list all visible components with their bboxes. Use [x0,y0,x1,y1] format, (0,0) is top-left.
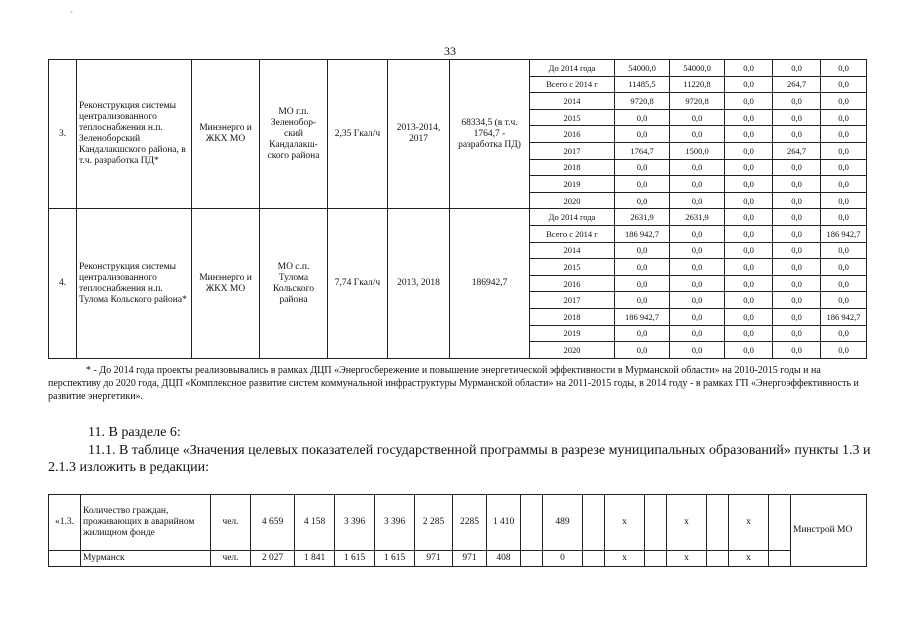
paragraph [48,442,878,476]
indicator-value: 971 [415,551,453,567]
amount-cell: 0,0 [670,275,725,292]
amount-cell: 0,0 [773,176,821,193]
project-years: 2013-2014, 2017 [388,60,450,209]
amount-cell: 1500,0 [670,142,725,159]
indicator-unit: чел. [211,495,251,551]
amount-cell: 0,0 [821,192,867,209]
amount-cell: 0,0 [670,159,725,176]
indicator-value: 4 158 [295,495,335,551]
amount-cell: 0,0 [725,292,773,309]
indicator-name: Количество граждан, проживающих в аварийном жилищном фонде [81,495,211,551]
project-executor: Минэнерго и ЖКХ МО [192,60,260,209]
amount-cell: 0,0 [821,60,867,77]
amount-cell: 0,0 [725,308,773,325]
indicator-value [521,495,543,551]
indicator-value: x [605,551,645,567]
amount-cell: 0,0 [725,93,773,110]
amount-cell: 0,0 [821,259,867,276]
indicator-value: 1 841 [295,551,335,567]
period-cell: 2020 [530,192,615,209]
amount-cell: 0,0 [821,292,867,309]
period-cell: 2017 [530,292,615,309]
amount-cell: 0,0 [773,192,821,209]
indicator-value: 2 285 [415,495,453,551]
amount-cell: 0,0 [670,192,725,209]
paragraph-text: 11.1. В таблице «Значения целевых показателей государственной программы в разрезе муниципальных образований» пункты 1.3 и 2.1.3 изложить в редакции: [48,443,871,475]
amount-cell: 0,0 [670,325,725,342]
amount-cell: 11220,8 [670,76,725,93]
amount-cell: 0,0 [773,259,821,276]
period-cell: 2015 [530,259,615,276]
amount-cell: 0,0 [725,109,773,126]
amount-cell: 0,0 [670,259,725,276]
indicator-value: 971 [453,551,487,567]
amount-cell: 0,0 [725,242,773,259]
indicator-value: 4 659 [251,495,295,551]
period-cell: 2020 [530,342,615,359]
amount-cell: 0,0 [773,159,821,176]
amount-cell: 9720,8 [615,93,670,110]
period-cell: 2018 [530,159,615,176]
amount-cell: 0,0 [615,242,670,259]
project-cost: 186942,7 [450,209,530,358]
indicator-responsible: Минстрой МО [791,495,867,567]
indicator-value: x [605,495,645,551]
amount-cell: 0,0 [725,275,773,292]
amount-cell: 0,0 [773,242,821,259]
amount-cell: 0,0 [821,109,867,126]
page-number: 33 [444,44,456,58]
indicator-value: x [667,551,707,567]
amount-cell: 0,0 [615,275,670,292]
amount-cell: 0,0 [821,126,867,143]
project-cost: 68334,5 (в т.ч. 1764,7 - разработка ПД) [450,60,530,209]
amount-cell: 0,0 [725,176,773,193]
period-cell: Всего с 2014 г [530,76,615,93]
amount-cell: 186 942,7 [821,225,867,242]
project-location: МО с.п. Тулома Кольского района [260,209,328,358]
indicator-value: x [729,551,769,567]
amount-cell: 186 942,7 [615,308,670,325]
amount-cell: 0,0 [725,192,773,209]
amount-cell: 0,0 [773,275,821,292]
footnote-text: * - До 2014 года проекты реализовывались в рамках ДЦП «Энергосбережение и повышение энергетической эффективности в Мурманской области» на 2010-2015 годы и на перспективу до 2020 года, ДЦП «Комплексное развитие систем коммунальной инфраструктуры Мурманской области» на 2011-2015 годы, в 2014 году - в рамках ГП «Энергоэффективность и развитие энергетики». [48,365,859,402]
amount-cell: 0,0 [615,126,670,143]
indicator-name: Мурманск [81,551,211,567]
amount-cell: 0,0 [773,60,821,77]
amount-cell: 0,0 [773,342,821,359]
project-capacity: 2,35 Гкал/ч [328,60,388,209]
amount-cell: 0,0 [725,142,773,159]
table-row [49,209,867,226]
project-number: 4. [49,209,77,358]
indicator-value: 1 410 [487,495,521,551]
indicator-value [769,551,791,567]
amount-cell: 0,0 [670,308,725,325]
section-heading: 11. В разделе 6: [88,425,181,440]
amount-cell: 54000,0 [615,60,670,77]
amount-cell: 0,0 [725,342,773,359]
amount-cell: 0,0 [773,209,821,226]
indicator-value: 489 [543,495,583,551]
amount-cell: 0,0 [821,342,867,359]
indicator-number [49,551,81,567]
amount-cell: 0,0 [615,292,670,309]
project-years: 2013, 2018 [388,209,450,358]
indicator-value [769,495,791,551]
amount-cell: 0,0 [821,176,867,193]
amount-cell: 0,0 [615,325,670,342]
indicator-value [707,495,729,551]
period-cell: 2015 [530,109,615,126]
indicator-value: 1 615 [375,551,415,567]
table-row [49,495,867,551]
period-cell: 2018 [530,308,615,325]
amount-cell: 0,0 [615,259,670,276]
amount-cell: 11485,5 [615,76,670,93]
period-cell: 2016 [530,126,615,143]
amount-cell: 0,0 [821,242,867,259]
indicator-value: 2285 [453,495,487,551]
amount-cell: 0,0 [821,209,867,226]
amount-cell: 264,7 [773,142,821,159]
amount-cell: 0,0 [615,342,670,359]
amount-cell: 186 942,7 [615,225,670,242]
amount-cell: 0,0 [821,93,867,110]
indicator-value [583,551,605,567]
amount-cell: 186 942,7 [821,308,867,325]
indicator-value [521,551,543,567]
amount-cell: 0,0 [725,259,773,276]
project-name: Реконструкция системы централизованного теплоснабжения н.п. Тулома Кольского района* [77,209,192,358]
amount-cell: 0,0 [670,225,725,242]
period-cell: 2014 [530,93,615,110]
amount-cell: 0,0 [821,325,867,342]
projects-table [48,59,867,359]
amount-cell: 2631,9 [670,209,725,226]
amount-cell: 0,0 [773,292,821,309]
indicator-value: 1 615 [335,551,375,567]
indicator-value [707,551,729,567]
amount-cell: 0,0 [670,242,725,259]
amount-cell: 0,0 [773,93,821,110]
scan-mark: ˜ [70,10,73,19]
amount-cell: 0,0 [773,109,821,126]
indicator-value [645,495,667,551]
amount-cell: 0,0 [670,126,725,143]
table-row [49,60,867,77]
project-executor: Минэнерго и ЖКХ МО [192,209,260,358]
indicator-unit: чел. [211,551,251,567]
period-cell: Всего с 2014 г [530,225,615,242]
amount-cell: 0,0 [725,325,773,342]
amount-cell: 9720,8 [670,93,725,110]
indicator-value: 2 027 [251,551,295,567]
amount-cell: 0,0 [725,76,773,93]
indicator-value [645,551,667,567]
amount-cell: 0,0 [821,275,867,292]
amount-cell: 0,0 [725,225,773,242]
amount-cell: 0,0 [670,109,725,126]
project-capacity: 7,74 Гкал/ч [328,209,388,358]
amount-cell: 0,0 [670,176,725,193]
amount-cell: 0,0 [773,225,821,242]
amount-cell: 2631,9 [615,209,670,226]
indicator-value [583,495,605,551]
amount-cell: 0,0 [725,209,773,226]
indicator-value: 3 396 [375,495,415,551]
project-location: МО г.п. Зеленобор-ский Кандалакш-ского района [260,60,328,209]
amount-cell: 0,0 [773,325,821,342]
project-name: Реконструкция системы централизованного теплоснабжения н.п. Зеленоборский Кандалакшского района, в т.ч. разработка ПД* [77,60,192,209]
footnote [48,364,868,403]
amount-cell: 264,7 [773,76,821,93]
indicator-value: x [729,495,769,551]
amount-cell: 0,0 [615,176,670,193]
indicator-value: 408 [487,551,521,567]
amount-cell: 0,0 [615,109,670,126]
indicators-table [48,494,867,567]
amount-cell: 0,0 [773,126,821,143]
amount-cell: 0,0 [615,192,670,209]
amount-cell: 0,0 [725,126,773,143]
indicator-value: 3 396 [335,495,375,551]
amount-cell: 0,0 [670,342,725,359]
amount-cell: 1764,7 [615,142,670,159]
amount-cell: 0,0 [670,292,725,309]
amount-cell: 0,0 [773,308,821,325]
amount-cell: 0,0 [725,159,773,176]
period-cell: До 2014 года [530,60,615,77]
table-row [49,551,867,567]
amount-cell: 0,0 [821,159,867,176]
amount-cell: 0,0 [821,76,867,93]
indicator-value: 0 [543,551,583,567]
amount-cell: 0,0 [821,142,867,159]
amount-cell: 0,0 [615,159,670,176]
amount-cell: 54000,0 [670,60,725,77]
period-cell: 2019 [530,176,615,193]
indicator-value: x [667,495,707,551]
period-cell: 2014 [530,242,615,259]
indicator-number: «1.3. [49,495,81,551]
period-cell: 2016 [530,275,615,292]
period-cell: До 2014 года [530,209,615,226]
amount-cell: 0,0 [725,60,773,77]
period-cell: 2017 [530,142,615,159]
period-cell: 2019 [530,325,615,342]
project-number: 3. [49,60,77,209]
